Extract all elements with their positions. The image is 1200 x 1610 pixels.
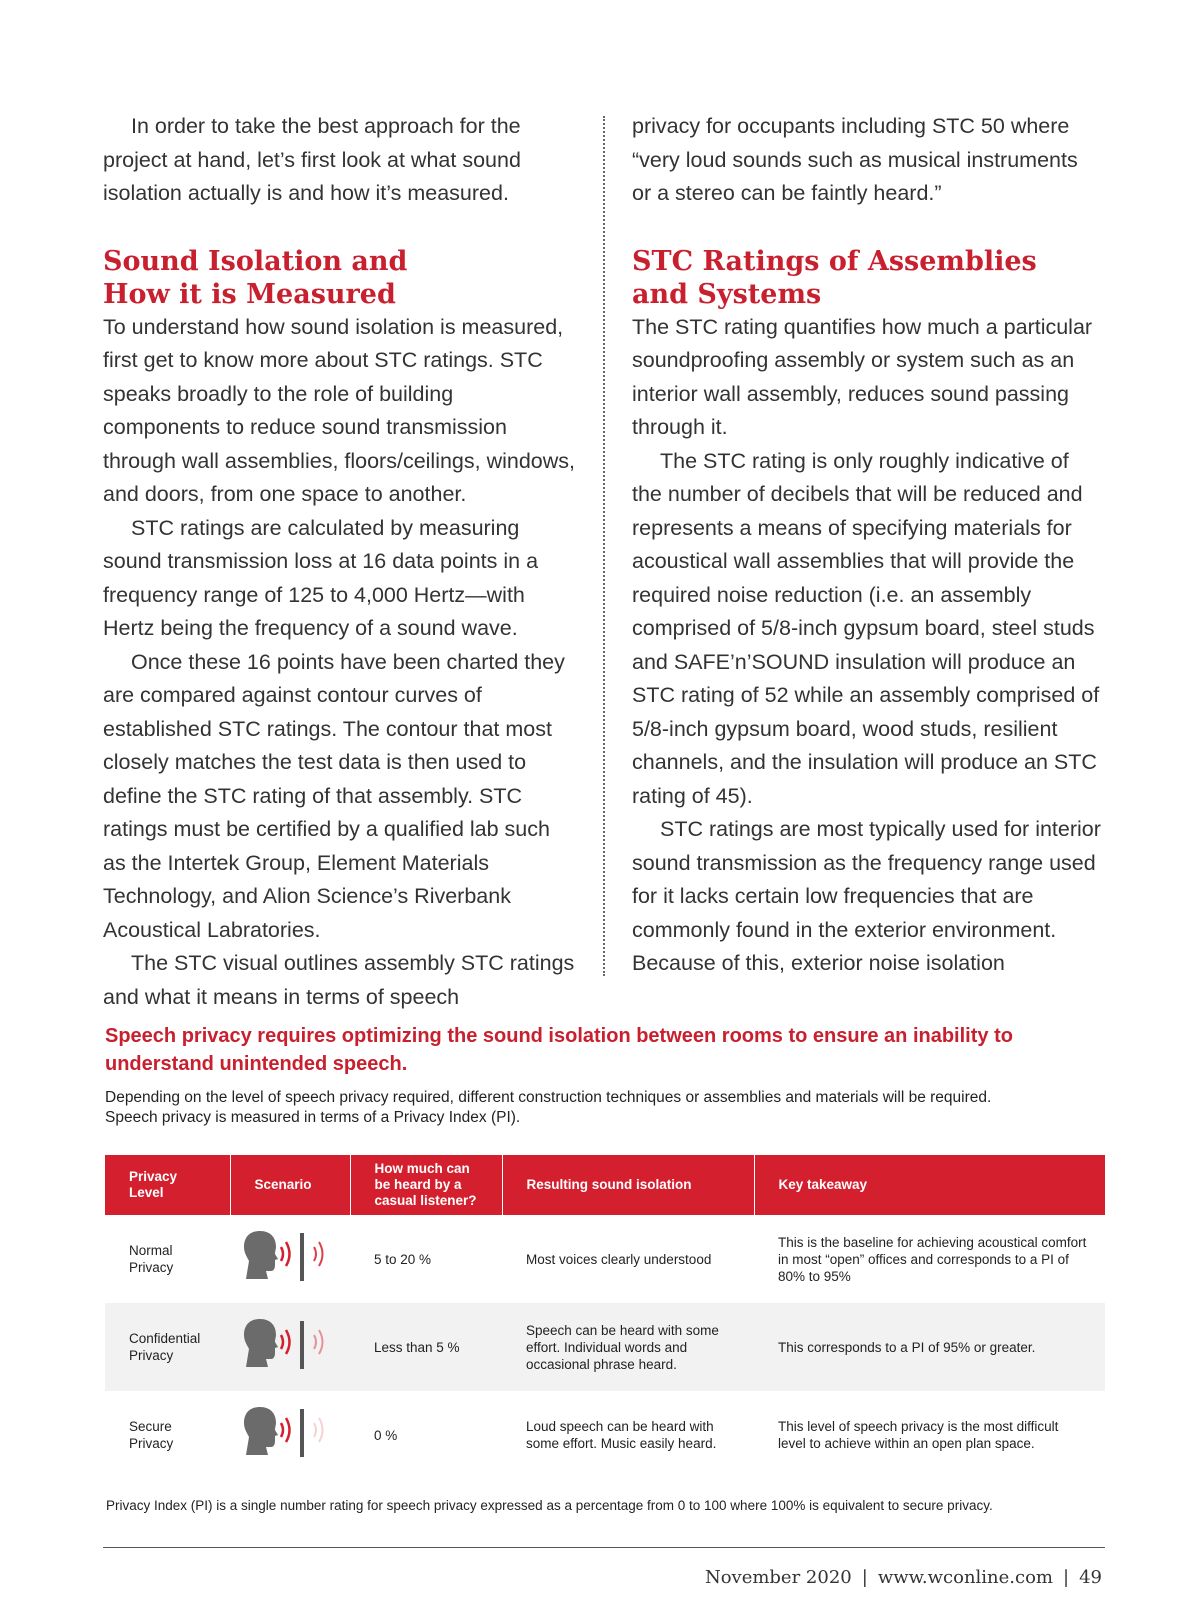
heard-cell: Less than 5 %	[350, 1303, 502, 1391]
privacy-level-cell: Confidential Privacy	[105, 1303, 230, 1391]
left-column	[103, 110, 575, 1014]
scenario-cell	[230, 1391, 350, 1479]
callout-title: Speech privacy requires optimizing the sound isolation between rooms to ensure an inability to understand unintended speech.	[105, 1025, 1013, 1075]
scenario-cell	[230, 1303, 350, 1391]
header-privacy-level: Privacy Level	[105, 1155, 230, 1215]
paragraph: Once these 16 points have been charted they are compared against contour curves of established STC ratings. The contour that most closely matches the test data is then used to define the STC rating of that assembly. STC ratings must be certified by a qualified lab such as the Intertek Group, Element Materials Technology, and Alion Science’s Riverbank Acoustical Labratories.	[103, 649, 565, 942]
section-heading-stc-ratings	[632, 245, 1102, 311]
footer-rule	[103, 1547, 1105, 1548]
paragraph: To understand how sound isolation is measured, first get to know more about STC ratings. STC speaks broadly to the role of building components to reduce sound transmission through wall assemblies, floors/ceilings, windows, and doors, from one space to another.	[103, 314, 576, 506]
paragraph: STC ratings are calculated by measuring sound transmission loss at 16 data points in a frequency range of 125 to 4,000 Hertz—with Hertz being the frequency of a sound wave.	[103, 515, 539, 640]
paragraph: STC ratings are most typically used for interior sound transmission as the frequency range used for it lacks certain low frequencies that are commonly found in the exterior environment. Because of this, exterior noise isolation	[632, 817, 1101, 975]
isolation-cell: Loud speech can be heard with some effort. Music easily heard.	[526, 1419, 717, 1451]
speech-privacy-callout	[105, 1022, 1105, 1128]
heading-line: and Systems	[632, 278, 822, 310]
header-takeaway: Key takeaway	[754, 1155, 1105, 1215]
isolation-cell: Most voices clearly understood	[526, 1251, 712, 1267]
footer-separator: |	[1063, 1567, 1070, 1588]
privacy-level-cell: Normal Privacy	[129, 1243, 174, 1275]
paragraph: The STC rating quantifies how much a particular soundproofing assembly or system such as an interior wall assembly, reduces sound passing through it.	[632, 314, 1093, 439]
column-divider	[603, 116, 605, 976]
table-row	[105, 1303, 1105, 1391]
table-footnote: Privacy Index (PI) is a single number rating for speech privacy expressed as a percentage from 0 to 100 where 100% is equivalent to secure privacy.	[106, 1498, 993, 1513]
header-isolation: Resulting sound isolation	[502, 1155, 754, 1215]
header-scenario: Scenario	[230, 1155, 350, 1215]
isolation-cell: Speech can be heard with some effort. Individual words and occasional phrase heard.	[502, 1303, 754, 1391]
speaking-person-icon	[238, 1227, 342, 1287]
paragraph: The STC rating is only roughly indicative of the number of decibels that will be reduced and represents a means of specifying materials for acoustical wall assemblies that will provide the required noise reduction (i.e. an assembly comprised of 5/8-inch gypsum board, steel studs and SAFE’n’SOUND insulation will produce an STC rating of 52 while an assembly comprised of 5/8-inch gypsum board, wood studs, resilient channels, and the insulation will produce an STC rating of 45).	[632, 448, 1100, 808]
table-row	[105, 1391, 1105, 1479]
callout-desc-line: Speech privacy is measured in terms of a Privacy Index (PI).	[105, 1109, 521, 1126]
footer-date: November 2020	[704, 1567, 852, 1588]
scenario-cell	[230, 1215, 350, 1303]
section-heading-sound-isolation	[103, 245, 575, 311]
page-footer	[705, 1567, 1102, 1588]
takeaway-cell: This is the baseline for achieving acoustical comfort in most “open” offices and corresponds to a PI of 80% to 95%	[778, 1234, 1087, 1284]
speaking-person-icon	[238, 1403, 342, 1463]
speaking-person-icon	[238, 1315, 342, 1375]
right-column	[632, 110, 1102, 981]
takeaway-cell: This corresponds to a PI of 95% or greater.	[754, 1303, 1105, 1391]
callout-desc-line: Depending on the level of speech privacy required, different construction techniques or assemblies and materials will be required.	[105, 1089, 992, 1106]
footer-separator: |	[861, 1567, 868, 1588]
table-row	[105, 1215, 1105, 1303]
heading-line: How it is Measured	[103, 278, 396, 310]
page-number: 49	[1079, 1567, 1102, 1588]
heading-line: STC Ratings of Assemblies	[632, 245, 1037, 277]
takeaway-cell: This level of speech privacy is the most difficult level to achieve within an open plan space.	[778, 1419, 1059, 1451]
heard-cell: 5 to 20 %	[374, 1251, 432, 1267]
paragraph: The STC visual outlines assembly STC ratings and what it means in terms of speech	[103, 951, 575, 1009]
footer-site[interactable]: www.wconline.com	[877, 1567, 1054, 1588]
left-intro: In order to take the best approach for the project at hand, let’s first look at what sound isolation actually is and how it’s measured.	[103, 114, 521, 205]
privacy-level-cell: Secure Privacy	[129, 1419, 174, 1451]
header-heard: How much can be heard by a casual listener?	[350, 1155, 502, 1215]
table-header-row	[105, 1155, 1105, 1215]
callout-description	[105, 1088, 1105, 1128]
heading-line: Sound Isolation and	[103, 245, 408, 277]
heard-cell: 0 %	[374, 1427, 398, 1443]
privacy-table	[105, 1155, 1105, 1479]
right-intro: privacy for occupants including STC 50 where “very loud sounds such as musical instruments or a stereo can be faintly heard.”	[632, 114, 1078, 205]
